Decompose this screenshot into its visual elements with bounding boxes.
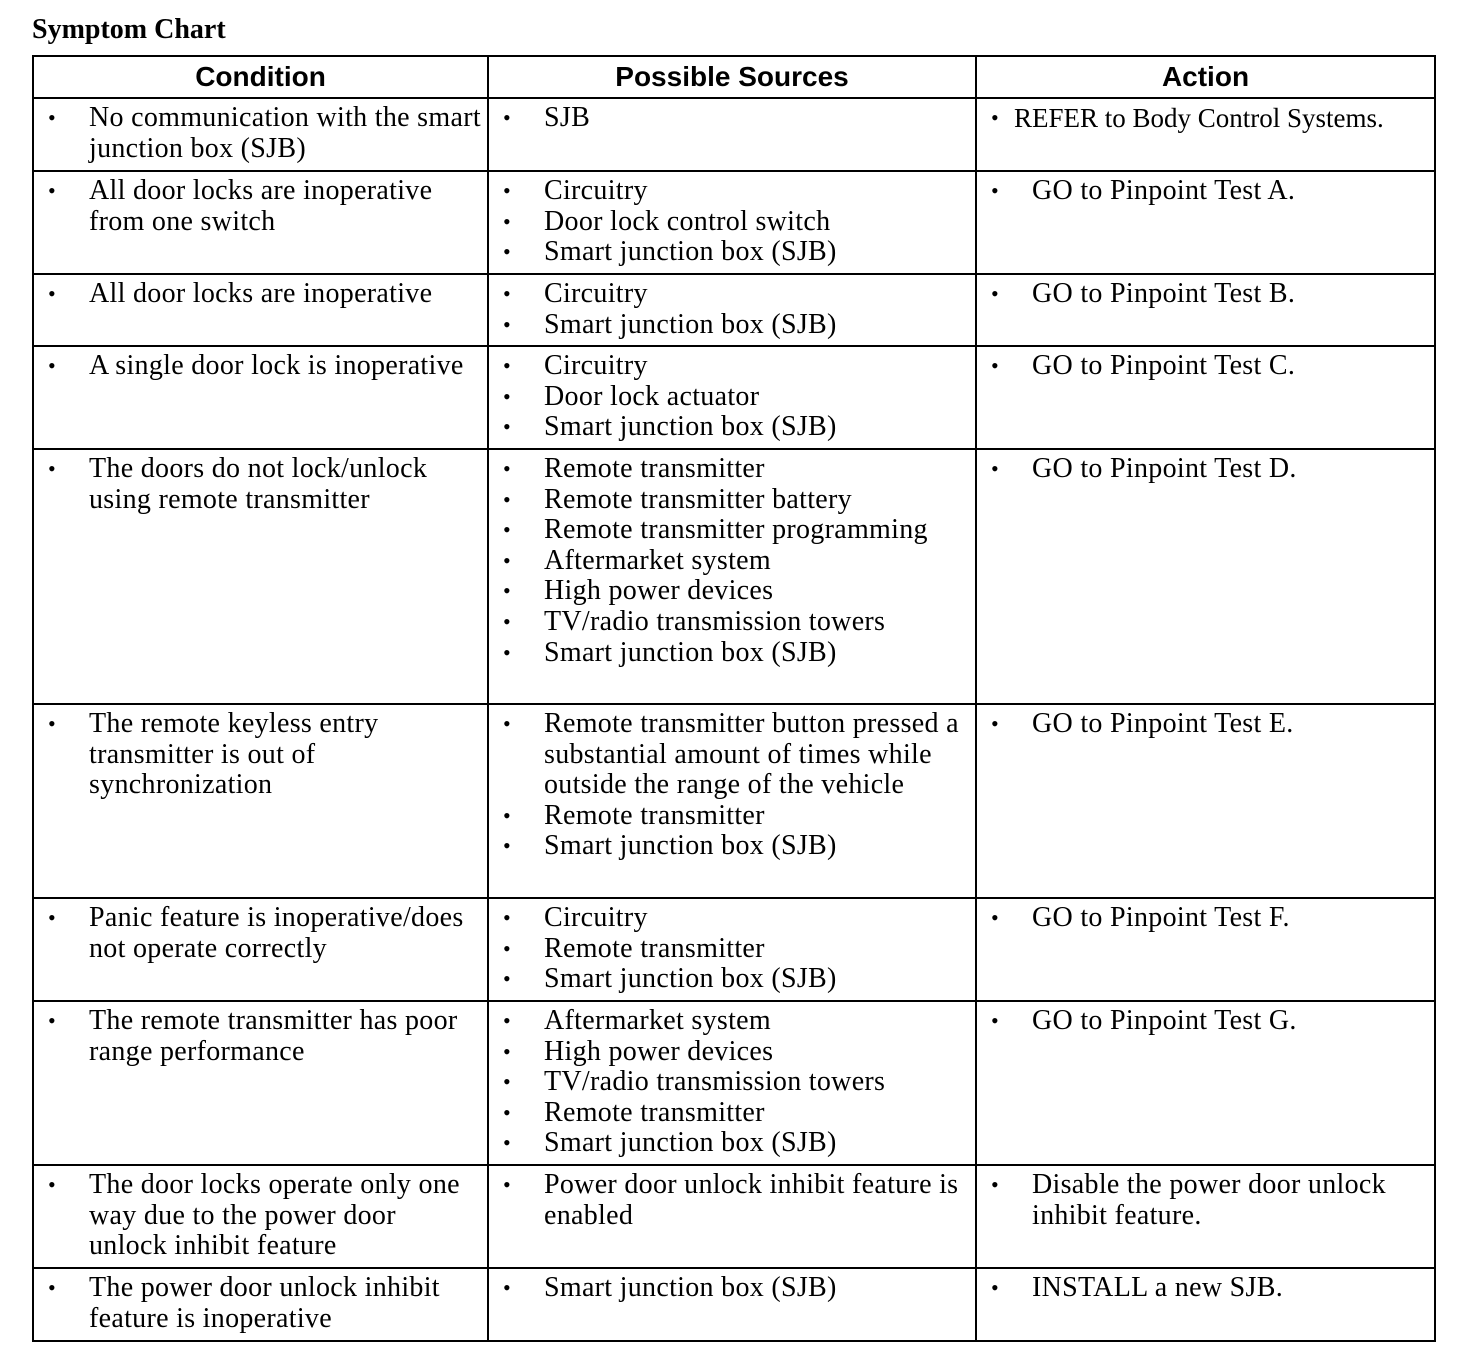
table-row bbox=[33, 1165, 1435, 1268]
sources-cell bbox=[488, 704, 976, 898]
table-row bbox=[33, 98, 1435, 171]
action-text: • GO to Pinpoint Test F. bbox=[977, 903, 1428, 934]
table-row bbox=[33, 171, 1435, 274]
table-row bbox=[33, 704, 1435, 898]
column-header-action: Action bbox=[976, 56, 1435, 98]
header-row bbox=[33, 56, 1435, 98]
action-cell bbox=[976, 1268, 1435, 1341]
sources-cell bbox=[488, 171, 976, 274]
condition-cell bbox=[33, 704, 488, 898]
source-item: • Door lock actuator bbox=[489, 382, 969, 413]
condition-text: • All door locks are inoperative bbox=[34, 279, 481, 310]
table-row bbox=[33, 1268, 1435, 1341]
sources-cell bbox=[488, 449, 976, 704]
sources-cell bbox=[488, 98, 976, 171]
column-header-condition: Condition bbox=[33, 56, 488, 98]
source-item: • Remote transmitter programming bbox=[489, 515, 969, 546]
table-row bbox=[33, 449, 1435, 704]
source-item: • Remote transmitter bbox=[489, 801, 969, 832]
condition-cell bbox=[33, 1001, 488, 1165]
source-item: • Smart junction box (SJB) bbox=[489, 237, 969, 268]
source-item: • High power devices bbox=[489, 576, 969, 607]
condition-text: • The door locks operate only one way due to the power door unlock inhibit feature bbox=[34, 1170, 481, 1262]
action-text: • GO to Pinpoint Test B. bbox=[977, 279, 1428, 310]
condition-text: • Panic feature is inoperative/does not operate correctly bbox=[34, 903, 481, 964]
action-cell bbox=[976, 1165, 1435, 1268]
action-cell bbox=[976, 274, 1435, 346]
sources-cell bbox=[488, 1165, 976, 1268]
source-item: • High power devices bbox=[489, 1037, 969, 1068]
table-row bbox=[33, 1001, 1435, 1165]
source-item: • Circuitry bbox=[489, 279, 969, 310]
sources-cell bbox=[488, 274, 976, 346]
source-item: • Smart junction box (SJB) bbox=[489, 964, 969, 995]
condition-text: • The remote keyless entry transmitter is out of synchronization bbox=[34, 709, 481, 801]
condition-cell bbox=[33, 1165, 488, 1268]
source-item: • Remote transmitter bbox=[489, 1098, 969, 1129]
condition-cell bbox=[33, 346, 488, 449]
source-item: • Power door unlock inhibit feature is enabled bbox=[489, 1170, 969, 1231]
source-item: • Remote transmitter bbox=[489, 934, 969, 965]
source-item: • TV/radio transmission towers bbox=[489, 607, 969, 638]
action-text: • GO to Pinpoint Test E. bbox=[977, 709, 1428, 740]
source-item: • Circuitry bbox=[489, 903, 969, 934]
action-text: • INSTALL a new SJB. bbox=[977, 1273, 1428, 1304]
action-cell bbox=[976, 704, 1435, 898]
source-item: • Aftermarket system bbox=[489, 1006, 969, 1037]
source-item: • Circuitry bbox=[489, 351, 969, 382]
sources-cell bbox=[488, 1001, 976, 1165]
table-row bbox=[33, 346, 1435, 449]
action-cell bbox=[976, 449, 1435, 704]
source-item: • Remote transmitter battery bbox=[489, 485, 969, 516]
source-item: • Door lock control switch bbox=[489, 207, 969, 238]
condition-cell bbox=[33, 274, 488, 346]
action-text: • GO to Pinpoint Test C. bbox=[977, 351, 1428, 382]
source-item: • SJB bbox=[489, 103, 969, 134]
source-item: • Smart junction box (SJB) bbox=[489, 831, 969, 862]
condition-text: • The power door unlock inhibit feature is inoperative bbox=[34, 1273, 481, 1334]
condition-text: • The remote transmitter has poor range performance bbox=[34, 1006, 481, 1067]
symptom-table bbox=[32, 55, 1436, 1342]
condition-cell bbox=[33, 1268, 488, 1341]
condition-text: • The doors do not lock/unlock using remote transmitter bbox=[34, 454, 481, 515]
action-cell bbox=[976, 171, 1435, 274]
source-item: • Smart junction box (SJB) bbox=[489, 412, 969, 443]
action-cell bbox=[976, 98, 1435, 171]
condition-text: • A single door lock is inoperative bbox=[34, 351, 481, 382]
condition-text: • No communication with the smart junction box (SJB) bbox=[34, 103, 481, 164]
action-cell bbox=[976, 898, 1435, 1001]
table-row bbox=[33, 274, 1435, 346]
source-item: • Smart junction box (SJB) bbox=[489, 638, 969, 669]
source-item: • Smart junction box (SJB) bbox=[489, 310, 969, 341]
action-text: • REFER to Body Control Systems. bbox=[977, 103, 1428, 134]
sources-cell bbox=[488, 898, 976, 1001]
condition-cell bbox=[33, 898, 488, 1001]
source-item: • Smart junction box (SJB) bbox=[489, 1273, 969, 1304]
action-text: • GO to Pinpoint Test D. bbox=[977, 454, 1428, 485]
action-text: • Disable the power door unlock inhibit feature. bbox=[977, 1170, 1428, 1231]
source-item: • Aftermarket system bbox=[489, 546, 969, 577]
source-item: • Circuitry bbox=[489, 176, 969, 207]
sources-cell bbox=[488, 346, 976, 449]
source-item: • Smart junction box (SJB) bbox=[489, 1128, 969, 1159]
source-item: • TV/radio transmission towers bbox=[489, 1067, 969, 1098]
action-cell bbox=[976, 346, 1435, 449]
action-cell bbox=[976, 1001, 1435, 1165]
source-item: • Remote transmitter button pressed a substantial amount of times while outside the range of the vehicle bbox=[489, 709, 969, 801]
page-title: Symptom Chart bbox=[32, 14, 226, 45]
condition-cell bbox=[33, 171, 488, 274]
condition-text: • All door locks are inoperative from one switch bbox=[34, 176, 481, 237]
column-header-possible-sources: Possible Sources bbox=[488, 56, 976, 98]
action-text: • GO to Pinpoint Test G. bbox=[977, 1006, 1428, 1037]
condition-cell bbox=[33, 449, 488, 704]
sources-cell bbox=[488, 1268, 976, 1341]
table-row bbox=[33, 898, 1435, 1001]
action-text: • GO to Pinpoint Test A. bbox=[977, 176, 1428, 207]
source-item: • Remote transmitter bbox=[489, 454, 969, 485]
condition-cell bbox=[33, 98, 488, 171]
